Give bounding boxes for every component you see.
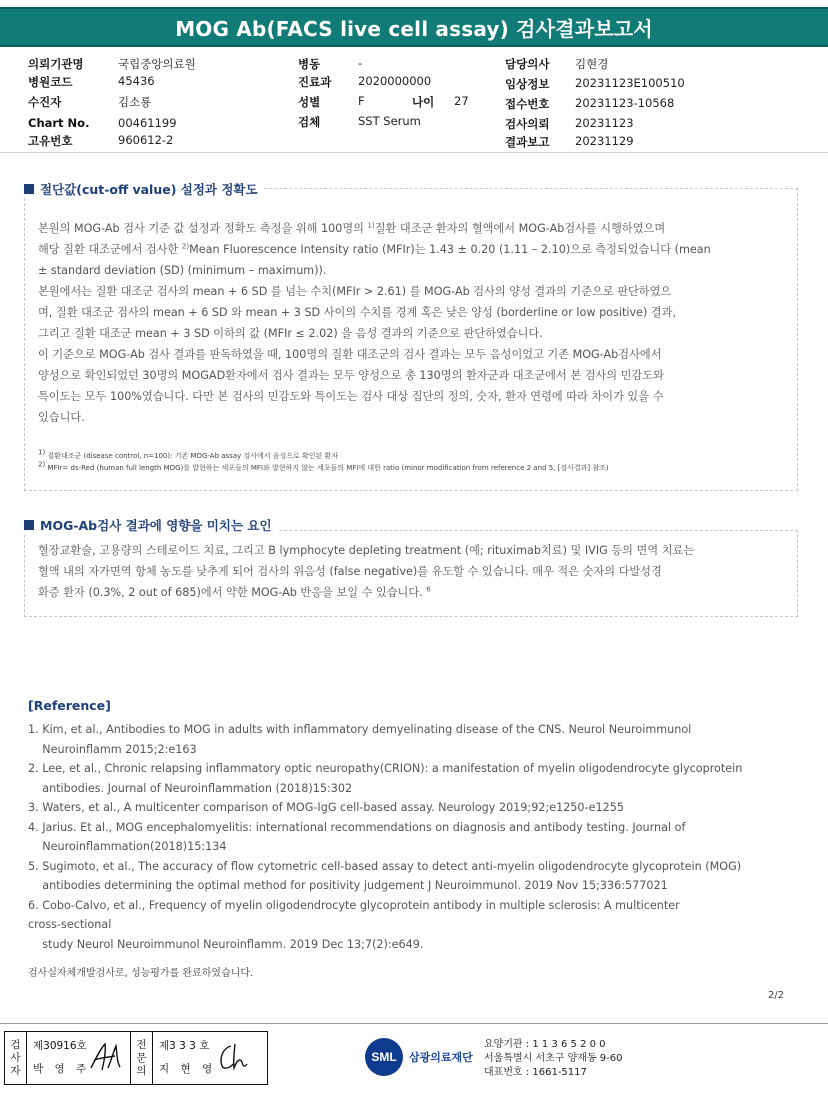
reference-line: antibodies. Journal of Neuroinflammation (2018)15:302 — [28, 781, 353, 795]
examiner-block — [27, 1032, 131, 1084]
hospital-code-value: 45436 — [118, 74, 155, 88]
reference-line: 2. Lee, et al., Chronic relapsing inflammatory optic neuropathy(CRION): a manifestation of myelin oligodendrocyte glycoprotein — [28, 762, 743, 775]
specialist-license-no: 제3 3 3 호 — [159, 1040, 210, 1052]
doctor-label: 담당의사 — [505, 57, 550, 71]
request-date-label: 검사의뢰 — [505, 117, 550, 131]
hospital-code-label: 병원코드 — [28, 75, 73, 89]
text-line — [38, 323, 711, 344]
doctor-value: 김현경 — [575, 57, 609, 71]
text-segment: 이 기준으로 MOG-Ab 검사 결과를 판독하였을 때, 100명의 질환 대조군의 검사 결과는 모두 음성이었고 기존 MOG-Ab검사에서 — [38, 348, 662, 361]
chart-no-value: 00461199 — [118, 116, 177, 130]
patient-info — [0, 56, 828, 148]
superscript-ref: 1) — [367, 221, 375, 230]
reference-heading: [Reference] — [28, 698, 111, 713]
org-institution-code: 요양기관 : 1 1 3 6 5 2 0 0 — [484, 1039, 606, 1050]
org-contact — [484, 1038, 623, 1080]
specialist-name: 지 현 영 — [159, 1063, 217, 1075]
section1-heading-text: 절단값(cut-off value) 설정과 정확도 — [40, 182, 258, 197]
specialist-vertical-label — [131, 1032, 153, 1084]
section2-heading-text: MOG-Ab검사 결과에 영향을 미치는 요인 — [40, 518, 272, 533]
validation-note: 검사실자체개발검사로, 성능평가를 완료하였습니다. — [28, 968, 254, 979]
text-segment: 혈액 내의 자가면역 항체 농도를 낮추게 되어 검사의 위음성 (false negative)를 유도할 수 있습니다. 매우 적은 숫자의 다발성경 — [38, 565, 662, 578]
text-segment: 그리고 질환 대조군 mean + 3 SD 이하의 값 (MFIr ≤ 2.02) 을 음성 결과의 기준으로 판단하였습니다. — [38, 327, 543, 340]
reference-line: study Neurol Neuroimmunol Neuroinflamm. 2019 Dec 13;7(2):e649. — [28, 937, 424, 951]
footnote-1 — [38, 450, 338, 462]
chart-no-row — [28, 116, 177, 130]
reference-line: Neuroinflammation(2018)15:134 — [28, 840, 227, 853]
unique-no-value: 960612-2 — [118, 133, 174, 147]
signature-stamp — [4, 1031, 268, 1085]
report-title: MOG Ab(FACS live cell assay) 검사결과보고서 — [175, 16, 653, 41]
institution-value: 국립중앙의료원 — [118, 57, 196, 71]
text-segment: 있습니다. — [38, 411, 85, 424]
specimen-row — [298, 114, 421, 130]
text-line — [38, 218, 711, 239]
report-date-row — [505, 134, 634, 150]
text-line — [38, 407, 711, 428]
receipt-no-row — [505, 96, 674, 112]
hospital-code-row — [28, 74, 155, 90]
department-value: 2020000000 — [358, 74, 432, 88]
footnote-2 — [38, 462, 609, 474]
ward-label: 병동 — [298, 57, 321, 71]
section1-body — [38, 218, 711, 428]
specimen-value: SST Serum — [358, 114, 421, 128]
superscript-ref: 6 — [426, 585, 431, 594]
sex-value: F — [358, 94, 365, 108]
text-line — [38, 386, 711, 407]
clinical-info-row — [505, 76, 685, 92]
text-segment: 양성으로 확인되었던 30명의 MOGAD환자에서 검사 결과는 모두 양성으로 총 130명의 환자군과 대조군에서 본 검사의 민감도와 — [38, 369, 664, 382]
section1-heading — [24, 180, 264, 198]
specialist-label-char: 문 — [136, 1051, 147, 1064]
square-bullet-icon — [24, 184, 34, 194]
recipient-value: 김소룡 — [118, 95, 152, 109]
examiner-label-char: 사 — [10, 1051, 21, 1064]
recipient-label: 수진자 — [28, 95, 62, 109]
examiner-label-char: 검 — [10, 1038, 21, 1051]
report-date-value: 20231129 — [575, 134, 634, 148]
footnote-2-mark: 2) — [38, 460, 46, 469]
unique-no-label: 고유번호 — [28, 134, 73, 148]
clinical-info-value: 20231123E100510 — [575, 76, 685, 90]
institution-label: 의뢰기관명 — [28, 57, 84, 71]
text-line — [38, 582, 694, 603]
text-line — [38, 260, 711, 281]
org-name: 삼광의료재단 — [409, 1051, 473, 1064]
specialist-block — [153, 1032, 257, 1084]
text-segment: ± standard deviation (SD) (minimum – maximum)). — [38, 264, 327, 277]
footnote-1-mark: 1) — [38, 448, 46, 457]
sex-label: 성별 — [298, 95, 321, 109]
text-line — [38, 561, 694, 582]
recipient-row — [28, 94, 151, 110]
text-line — [38, 302, 711, 323]
receipt-no-value: 20231123-10568 — [575, 96, 675, 110]
reference-line: 3. Waters, et al., A multicenter comparison of MOG-IgG cell-based assay. Neurology 2019;92;e1250-e1255 — [28, 801, 624, 814]
text-line — [38, 365, 711, 386]
department-label: 진료과 — [298, 75, 332, 89]
reference-list — [28, 720, 742, 954]
specialist-label-char: 의 — [136, 1064, 147, 1077]
text-line — [38, 540, 694, 561]
text-line — [38, 344, 711, 365]
sml-logo-icon: SML — [365, 1038, 403, 1076]
section2-heading — [24, 516, 278, 534]
examiner-license-no: 제30916호 — [33, 1040, 87, 1052]
reference-line: antibodies determining the optimal method for positivity judgement J Neuroimmunol. 2019 Nov 15;336:577021 — [28, 879, 668, 892]
text-segment: 혈장교환술, 고용량의 스테로이드 치료, 그리고 B lymphocyte depleting treatment (예; rituximab치료) 및 IVIG 등의 면역 치료는 — [38, 544, 695, 557]
text-segment: 며, 질환 대조군 검사의 mean + 6 SD 와 mean + 3 SD 사이의 수치를 경계 혹은 낮은 양성 (borderline or low positive) 결과, — [38, 306, 677, 319]
ward-value: - — [358, 56, 363, 70]
footer-divider — [0, 1023, 828, 1024]
text-segment: 본원에서는 질환 대조군 검사의 mean + 6 SD 를 넘는 수치(MFIr > 2.61) 를 MOG-Ab 검사의 양성 결과의 기준으로 판단하였으 — [38, 285, 672, 298]
text-segment: 본원의 MOG-Ab 검사 기준 값 설정과 정확도 측정을 위해 100명의 — [38, 222, 368, 235]
specimen-label: 검체 — [298, 115, 321, 129]
sex-row — [298, 94, 469, 110]
text-segment: 특이도는 모두 100%였습니다. 다만 본 검사의 민감도와 특이도는 검사 대상 집단의 정의, 숫자, 환자 연령에 따라 차이가 있을 수 — [38, 390, 664, 403]
org-phone: 대표번호 : 1661-5117 — [484, 1067, 587, 1078]
reference-line: 1. Kim, et al., Antibodies to MOG in adults with inflammatory demyelinating disease of the CNS. Neurol Neuroimmunol — [28, 723, 692, 736]
unique-no-row — [28, 133, 173, 149]
footnote-1-text: 질환대조군 (disease control, n=100): 기존 MOG-Ab assay 검사에서 음성으로 확인된 환자 — [47, 452, 339, 460]
department-row — [298, 74, 431, 90]
text-segment: Mean Fluorescence Intensity ratio (MFIr)는 1.43 ± 0.20 (1.11 – 2.10)으로 측정되었습니다 (mean — [189, 243, 711, 256]
page-number: 2/2 — [768, 990, 785, 1001]
doctor-row — [505, 56, 608, 72]
text-line — [38, 239, 711, 260]
age-value: 27 — [454, 94, 469, 108]
org-address: 서울특별시 서초구 양재동 9-60 — [484, 1053, 623, 1064]
specialist-signature-icon — [215, 1040, 251, 1074]
ward-row — [298, 56, 362, 72]
text-segment: 해당 질환 대조군에서 검사한 — [38, 243, 182, 256]
text-line — [38, 281, 711, 302]
specialist-label-char: 전 — [136, 1038, 147, 1051]
institution-row — [28, 56, 196, 72]
clinical-info-label: 임상정보 — [505, 77, 550, 91]
examiner-label-char: 자 — [10, 1064, 21, 1077]
request-date-row — [505, 116, 634, 132]
reference-line: 5. Sugimoto, et al., The accuracy of flow cytometric cell-based assay to detect anti-myelin oligodendrocyte glycoprotein (MOG) — [28, 859, 742, 873]
text-segment: 질환 대조군 환자의 혈액에서 MOG-Ab검사를 시행하였으며 — [374, 222, 666, 235]
reference-line: cross-sectional — [28, 918, 112, 931]
reference-line: 6. Cobo-Calvo, et al., Frequency of myelin oligodendrocyte glycoprotein antibody in multiple sclerosis: A multicenter — [28, 898, 680, 912]
reference-line: 4. Jarius. Et al., MOG encephalomyelitis: international recommendations on diagnosis and antibody testing. Journal of — [28, 820, 686, 834]
examiner-vertical-label — [5, 1032, 27, 1084]
text-segment: 화증 환자 (0.3%, 2 out of 685)에서 약한 MOG-Ab 반응을 보일 수 있습니다. — [38, 586, 427, 599]
square-bullet-icon — [24, 520, 34, 530]
examiner-signature-icon — [88, 1040, 124, 1074]
examiner-name: 박 영 주 — [33, 1063, 91, 1075]
report-title-bar — [0, 7, 828, 47]
info-divider — [0, 152, 828, 153]
request-date-value: 20231123 — [575, 116, 634, 130]
superscript-ref: 2) — [181, 242, 190, 251]
reference-line: Neuroinflamm 2015;2:e163 — [28, 742, 197, 756]
chart-no-label: Chart No. — [28, 116, 90, 130]
section2-body — [38, 540, 694, 603]
footnote-2-text: MFIr= ds-Red (human full length MOG)를 발현하는 세포들의 MFI와 발현하지 않는 세포들의 MFI에 대한 ratio (minor modification from reference 2 and 5, [검사결과] 참조) — [47, 464, 609, 472]
org-logo — [365, 1038, 473, 1076]
receipt-no-label: 접수번호 — [505, 97, 550, 111]
report-date-label: 결과보고 — [505, 135, 550, 149]
age-label: 나이 — [412, 95, 435, 109]
